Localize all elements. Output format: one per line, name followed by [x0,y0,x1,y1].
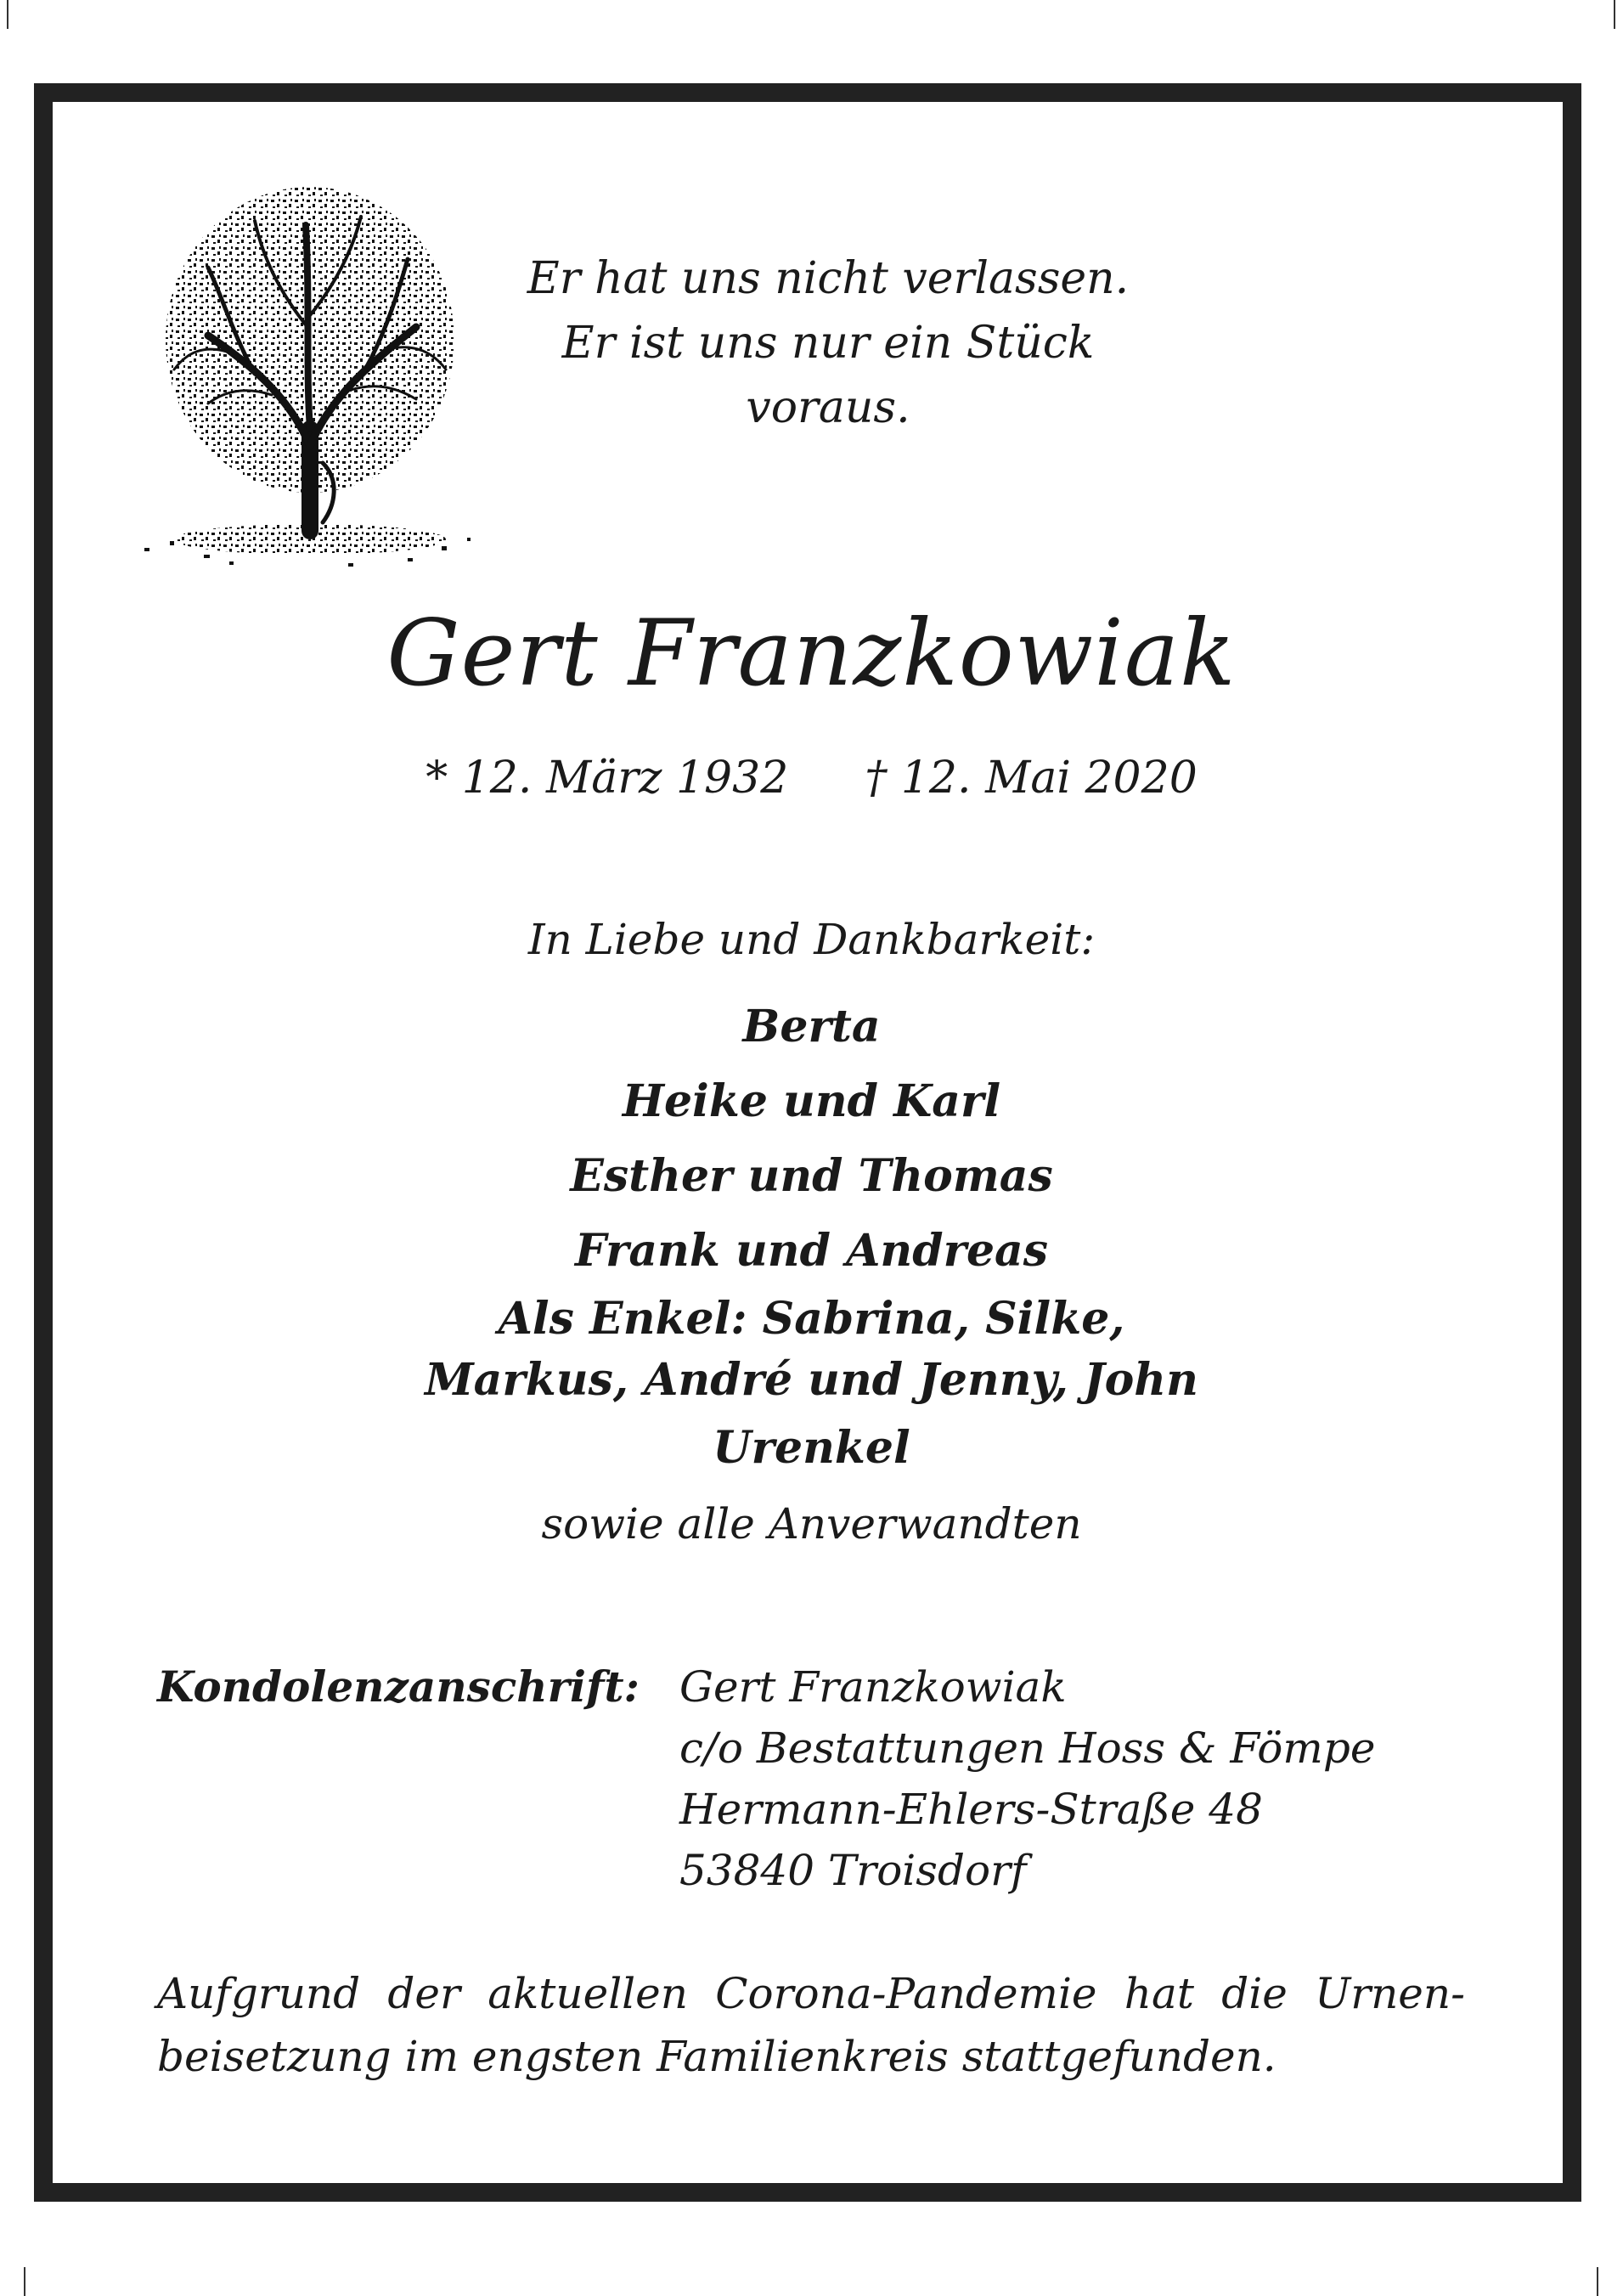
motto-line: Er hat uns nicht verlassen. [527,253,1130,304]
address-line: Hermann-Ehlers-Straße 48 [679,1785,1263,1834]
condolence-label: Kondolenzanschrift: [157,1661,640,1712]
crop-mark-bottom-left [24,2267,25,2296]
address-line: Gert Franzkowiak [679,1662,1067,1712]
crop-mark-top-left [7,0,8,29]
grandchildren-line: Markus, André und Jenny, John [425,1354,1198,1406]
notice-line: beisetzung im engsten Familienkreis stattgefunden. [157,2032,1276,2081]
relatives: sowie alle Anverwandten [541,1499,1082,1549]
address-line: 53840 Troisdorf [679,1846,1027,1895]
birth-date: * 12. März 1932 [425,753,789,804]
mourner-name: Frank und Andreas [574,1225,1049,1277]
deceased-name: Gert Franzkowiak [386,601,1237,707]
mourner-name: Berta [742,1001,881,1052]
burial-notice [157,1962,1465,2088]
crop-mark-top-right [1614,0,1615,29]
death-date: † 12. Mai 2020 [865,753,1198,804]
tree-icon [127,174,510,582]
mourners-intro: In Liebe und Dankbarkeit: [527,915,1096,964]
mourner-name: Heike und Karl [622,1075,1001,1127]
condolence-address [679,1656,1375,1901]
life-dates [0,747,1623,809]
motto [476,246,1181,440]
mourner-name: Esther und Thomas [570,1150,1053,1202]
address-line: c/o Bestattungen Hoss & Fömpe [679,1723,1376,1773]
great-grandchildren: Urenkel [713,1422,910,1474]
crop-mark-bottom-right [1597,2267,1598,2296]
grandchildren-line: Als Enkel: Sabrina, Silke, [498,1293,1125,1345]
notice-line: Aufgrund der aktuellen Corona-Pandemie hat die Urnen- [157,1969,1465,2018]
mourners-list [0,990,1623,1562]
motto-line: Er ist uns nur ein Stück voraus. [561,318,1095,433]
